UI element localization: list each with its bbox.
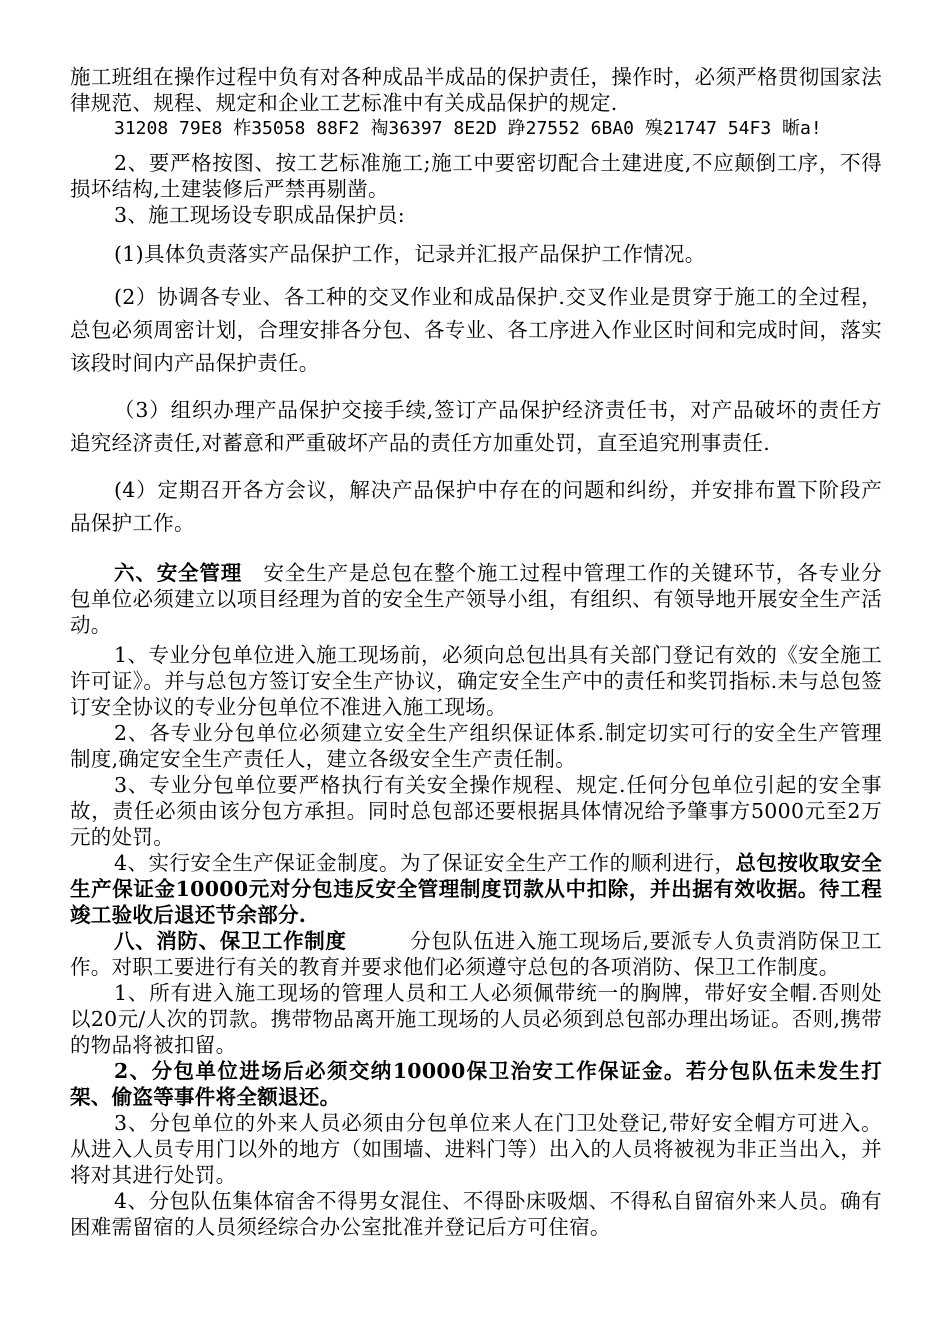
s8-item-4-paragraph: 4、分包队伍集体宿舍不得男女混住、不得卧床吸烟、不得私自留宿外来人员。确有困难需留宿的人员须经综合办公室批准并登记后方可住宿。 bbox=[70, 1189, 882, 1239]
section-8-body: 分包队伍进入施工现场后,要派专人负责消防保卫工作。对职工要进行有关的教育并要求他们必须遵守总包的各项消防、保卫工作制度。 bbox=[70, 929, 882, 979]
sub-item-2-paragraph: (2）协调各专业、各工种的交叉作业和成品保护.交叉作业是贯穿于施工的全过程，总包必须周密计划，合理安排各分包、各专业、各工序进入作业区时间和完成时间，落实该段时间内产品保护责任。 bbox=[70, 285, 882, 375]
s6-item-2-paragraph: 2、各专业分包单位必须建立安全生产组织保证体系.制定切实可行的安全生产管理制度,确定安全生产责任人，建立各级安全生产责任制。 bbox=[70, 721, 882, 771]
section-8-title: 八、消防、保卫工作制度 bbox=[114, 929, 347, 953]
section-6-title: 六、安全管理 bbox=[114, 561, 243, 585]
s8-item-1-paragraph: 1、所有进入施工现场的管理人员和工人必须佩带统一的胸牌，带好安全帽.否则处以20元/人次的罚款。携带物品离开施工现场的人员必须到总包部办理出场证。否则,携带的物品将被扣留。 bbox=[70, 981, 882, 1057]
s6-item-4-bold-text: 总包按收取安全生产保证金10000元对分包违反安全管理制度罚款从中扣除，并出据有效收据。待工程竣工验收后退还节余部分. bbox=[70, 851, 882, 927]
s6-item-1-paragraph: 1、专业分包单位进入施工现场前，必须向总包出具有关部门登记有效的《安全施工许可证》。并与总包方签订安全生产协议，确定安全生产中的责任和奖罚指标.未与总包签订安全协议的专业分包单位不准进入施工现场。 bbox=[70, 643, 882, 719]
sub-item-1-paragraph: (1)具体负责落实产品保护工作，记录并汇报产品保护工作情况。 bbox=[114, 242, 706, 266]
section-6-paragraph bbox=[70, 560, 882, 638]
s6-item-4-paragraph bbox=[70, 850, 882, 928]
sub-item-4-paragraph: (4）定期召开各方会议，解决产品保护中存在的问题和纠纷，并安排布置下阶段产品保护工作。 bbox=[70, 478, 882, 535]
sub-item-3-paragraph: （3）组织办理产品保护交接手续,签订产品保护经济责任书，对产品破坏的责任方追究经济责任,对蓄意和严重破坏产品的责任方加重处罚，直至追究刑事责任. bbox=[70, 398, 882, 455]
garbled-code-line: 31208 79E8 柞35058 88F2 祹36397 8E2D 踭27552 6BA0 殠21747 54F3 晰a! bbox=[114, 118, 822, 139]
item-2-paragraph: 2、要严格按图、按工艺标准施工;施工中要密切配合土建进度,不应颠倒工序，不得损坏结构,土建装修后严禁再剔凿。 bbox=[70, 151, 882, 201]
s8-item-3-paragraph: 3、分包单位的外来人员必须由分包单位来人在门卫处登记,带好安全帽方可进入。从进入人员专用门以外的地方（如围墙、进料门等）出入的人员将被视为非正当出入，并将对其进行处罚。 bbox=[70, 1111, 882, 1187]
section-6-body: 安全生产是总包在整个施工过程中管理工作的关键环节，各专业分包单位必须建立以项目经理为首的安全生产领导小组，有组织、有领导地开展安全生产活动。 bbox=[70, 561, 882, 637]
section-8-paragraph bbox=[70, 928, 882, 980]
s6-item-3-paragraph: 3、专业分包单位要严格执行有关安全操作规程、规定.任何分包单位引起的安全事故，责任必须由该分包方承担。同时总包部还要根据具体情况给予肇事方5000元至2万元的处罚。 bbox=[70, 773, 882, 849]
intro-paragraph: 施工班组在操作过程中负有对各种成品半成品的保护责任，操作时，必须严格贯彻国家法律规范、规程、规定和企业工艺标准中有关成品保护的规定. bbox=[70, 65, 882, 115]
item-3-paragraph: 3、施工现场设专职成品保护员: bbox=[114, 203, 405, 227]
s6-item-4-normal-text: 4、实行安全生产保证金制度。为了保证安全生产工作的顺利进行， bbox=[114, 851, 736, 875]
s8-item-2-paragraph: 2、分包单位进场后必须交纳10000保卫治安工作保证金。若分包队伍未发生打架、偷盗等事件将全额退还。 bbox=[70, 1059, 882, 1109]
document-page bbox=[70, 64, 882, 1240]
